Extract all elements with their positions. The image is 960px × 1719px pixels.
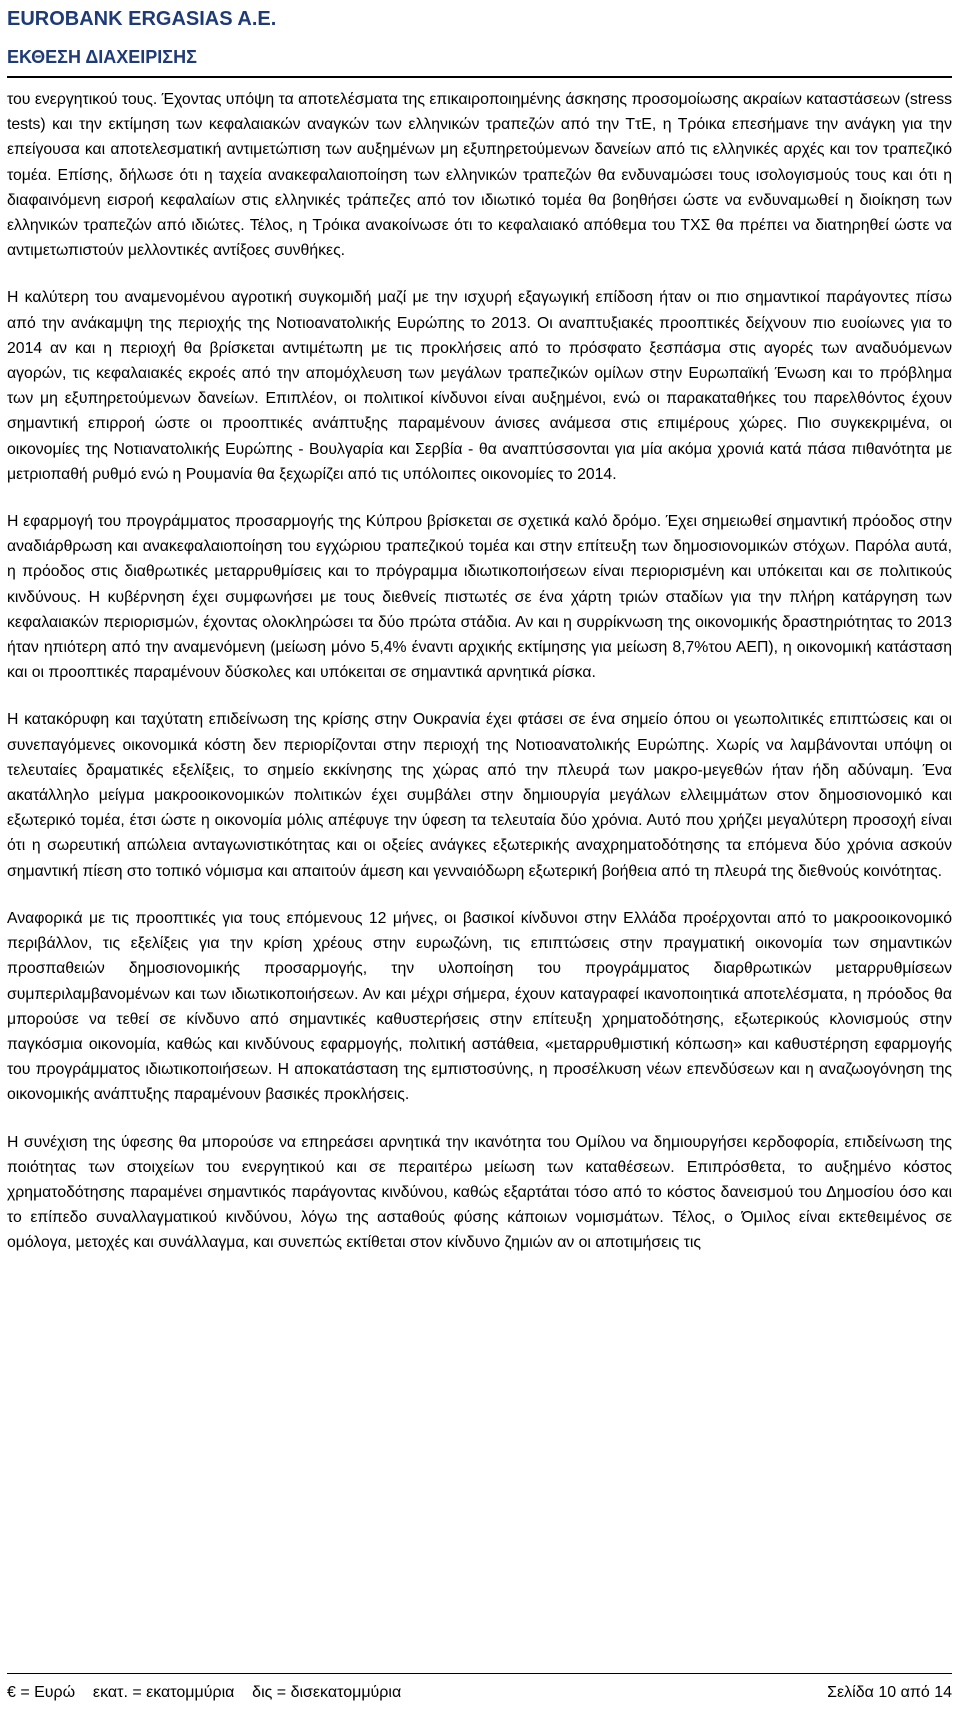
paragraph: Η καλύτερη του αναμενομένου αγροτική συγκομιδή μαζί με την ισχυρή εξαγωγική επίδοση ήταν οι πιο σημαντικοί παράγοντες πίσω από την ανάκαμψη της περιοχής της Νοτιοανατολικής Ευρώπης το 2013. Οι αναπτυξιακές προοπτικές δείχνουν πιο ευοίωνες για το 2014 αν και η περιοχή θα βρίσκεται αντιμέτωπη με τις προκλήσεις από το πρόσφατο ξεσπάσμα στις αγορές των αναδυόμενων αγορών, τις κεφαλαιακές εκροές από την απομόχλευση των μεγάλων τραπεζικών ομίλων στην Ευρωπαϊκή Ένωση και το πρόβλημα των μη εξυπηρετούμενων δανείων. Επιπλέον, οι πολιτικοί κίνδυνοι είναι αυξημένοι, ενώ οι παρακαταθήκες του παρελθόντος έχουν σημαντική επιρροή ώστε οι προοπτικές ανάπτυξης παραμένουν άνισες ανάμεσα στις επιμέρους χώρες. Πιο συγκεκριμένα, οι οικονομίες της Νοτιανατολικής Ευρώπης - Βουλγαρία και Σερβία - θα αναπτύσσονται για μία ακόμα χρονιά κατά πάσα πιθανότητα με μετριοπαθή ρυθμό ενώ η Ρουμανία θα ξεχωρίζει από τις υπόλοιπες οικονομίες το 2014. — [7, 289, 952, 483]
page-footer — [7, 1682, 952, 1704]
paragraph: Η κατακόρυφη και ταχύτατη επιδείνωση της κρίσης στην Ουκρανία έχει φτάσει σε ένα σημείο όπου οι γεωπολιτικές επιπτώσεις και οι συνεπαγόμενες οικονομικά κόστη δεν περιορίζονται στην περιοχή της Νοτιοανατολικής Ευρώπης. Χωρίς να λαμβάνονται υπόψη οι τελευταίες δραματικές εξελίξεις, το σημείο εκκίνησης της χώρας από την πλευρά των μακρο-μεγεθών ήταν ήδη αδύναμη. Ένα ακατάλληλο μείγμα μακροοικονομικών πολιτικών έχει συμβάλει στην δημιουργία μεγάλων ελλειμμάτων στον δημοσιονομικό και εξωτερικό τομέα, έτσι ώστε η οικονομία μόλις απέφυγε την ύφεση τα τελευταία δύο χρόνια. Αυτό που χρήζει μεγαλύτερη προσοχή είναι ότι η σωρευτική απώλεια ανταγωνιστικότητας και οι οξείες ανάγκες εξωτερικής αναχρηματοδότησης τα επόμενα δύο χρόνια ασκούν σημαντική πίεση στο τοπικό νόμισμα και απαιτούν άμεση και γενναιόδωρη εξωτερική βοήθεια από τη πλευρά της διεθνούς κοινότητας. — [7, 711, 952, 880]
company-name: EUROBANK ERGASIAS A.E. — [7, 8, 277, 30]
paragraph: Αναφορικά με τις προοπτικές για τους επόμενους 12 μήνες, οι βασικοί κίνδυνοι στην Ελλάδα προέρχονται από το μακροοικονομικό περιβάλλον, τις εξελίξεις για την κρίση χρέους στην ευρωζώνη, τις επιπτώσεις στην πραγματική οικονομία των σημαντικών προσπαθειών δημοσιονομικής προσαρμογής, την υλοποίηση του προγράμματος διαρθρωτικών μεταρρυθμίσεων συμπεριλαμβανομένων και των ιδιωτικοποιήσεων. Αν και μέχρι σήμερα, έχουν καταγραφεί ικανοποιητικά αποτελέσματα, η πρόοδος θα μπορούσε να τεθεί σε κίνδυνο από σημαντικές καθυστερήσεις στην επίτευξη χρηματοδότησης, εξωτερικούς κλονισμούς στην παγκόσμια οικονομία, καθώς και κινδύνους εφαρμογής, πολιτική αστάθεια, «μεταρρυθμιστική κόπωση» και καθυστέρηση εφαρμογής του προγράμματος ιδιωτικοποιήσεων. Η αποκατάσταση της εμπιστοσύνης, η προσέλκυση νέων επενδύσεων και η αναζωογόνηση της οικονομικής ανάπτυξης παραμένουν βασικές προκλήσεις. — [7, 909, 952, 1104]
page-number: Σελίδα 10 από 14 — [827, 1684, 952, 1701]
footer-divider — [7, 1673, 952, 1674]
paragraph: Η συνέχιση της ύφεσης θα μπορούσε να επηρεάσει αρνητικά την ικανότητα του Ομίλου να δημιουργήσει κερδοφορία, επιδείνωση της ποιότητας των στοιχείων του ενεργητικού και σε περαιτέρω μείωση των καταθέσεων. Επιπρόσθετα, το αυξημένο κόστος χρηματοδότησης παραμένει σημαντικός παράγοντας κινδύνου, καθώς εξαρτάται τόσο από το κόστος δανεισμού του Δημοσίου όσο και το επίπεδο συναλλαγματικού κινδύνου, λόγω της ασταθούς φύσης κάποιων νομισμάτων. Τέλος, ο Όμιλος είναι εκτεθειμένος σε ομόλογα, μετοχές και συνάλλαγμα, και συνεπώς εκτίθεται στον κίνδυνο ζημιών αν οι αποτιμήσεις τις — [7, 1133, 952, 1252]
units-legend: € = Ευρώ εκατ. = εκατομμύρια δις = δισεκατομμύρια — [7, 1684, 402, 1701]
paragraph: Η εφαρμογή του προγράμματος προσαρμογής της Κύπρου βρίσκεται σε σχετικά καλό δρόμο. Έχει σημειωθεί σημαντική πρόοδος στην αναδιάρθρωση και ανακεφαλαιοποίηση του εγχώριου τραπεζικού τομέα και στην επίτευξη των δημοσιονομικών στόχων. Παρόλα αυτά, η πρόοδος στις διαθρωτικές μεταρρυθμίσεις και το πρόγραμμα ιδιωτικοποιήσεων είναι περιορισμένη και υπόκειται και σε πολιτικούς κινδύνους. Η κυβέρνηση έχει συμφωνήσει με τους διεθνείς πιστωτές σε ένα χάρτη τριών σταδίων για την πλήρη κατάργηση των κεφαλαιακών περιορισμών, έχοντας ολοκληρώσει τα δύο πρώτα στάδια. Αν και η συρρίκνωση της οικονομικής δραστηριότητας το 2013 ήταν ηπιότερη από την αναμενόμενη (μείωση μόνο 5,4% έναντι αρχικής εκτίμησης για μείωση 8,7%του ΑΕΠ), η οικονομική κατάσταση και οι προοπτικές παραμένουν δύσκολες και υπόκειται σε σημαντικά αρνητικά ρίσκα. — [7, 513, 952, 682]
header-divider — [7, 76, 952, 78]
report-header — [7, 6, 947, 69]
report-title: ΕΚΘΕΣΗ ΔΙΑΧΕΙΡΙΣΗΣ — [7, 47, 197, 67]
document-body — [7, 87, 952, 1256]
paragraph: του ενεργητικού τους. Έχοντας υπόψη τα αποτελέσματα της επικαιροποιημένης άσκησης προσομοίωσης ακραίων καταστάσεων (stress tests) και την εκτίμηση των κεφαλαιακών αναγκών των ελληνικών τραπεζών από την ΤτΕ, η Τρόικα επεσήμανε την ανάγκη για την επείγουσα και αποτελεσματική αντιμετώπιση των αυξημένων μη εξυπηρετούμενων δανείων από τις ελληνικές αρχές και τον τραπεζικό τομέα. Επίσης, δήλωσε ότι η ταχεία ανακεφαλαιοποίηση των ελληνικών τραπεζών θα ενδυναμώσει τους ισολογισμούς τους και ότι η διαφαινόμενη εισροή κεφαλαίων στις ελληνικές τράπεζες από τον ιδιωτικό τομέα θα βοηθήσει ώστε να ενδυναμωθεί η διοίκηση των ελληνικών τραπεζών από ιδιώτες. Τέλος, η Τρόικα ανακοίνωσε ότι το κεφαλαιακό απόθεμα του ΤΧΣ θα πρέπει να διατηρηθεί ώστε να αντιμετωπιστούν μελλοντικές αντίξοες συνθήκες. — [7, 91, 952, 260]
